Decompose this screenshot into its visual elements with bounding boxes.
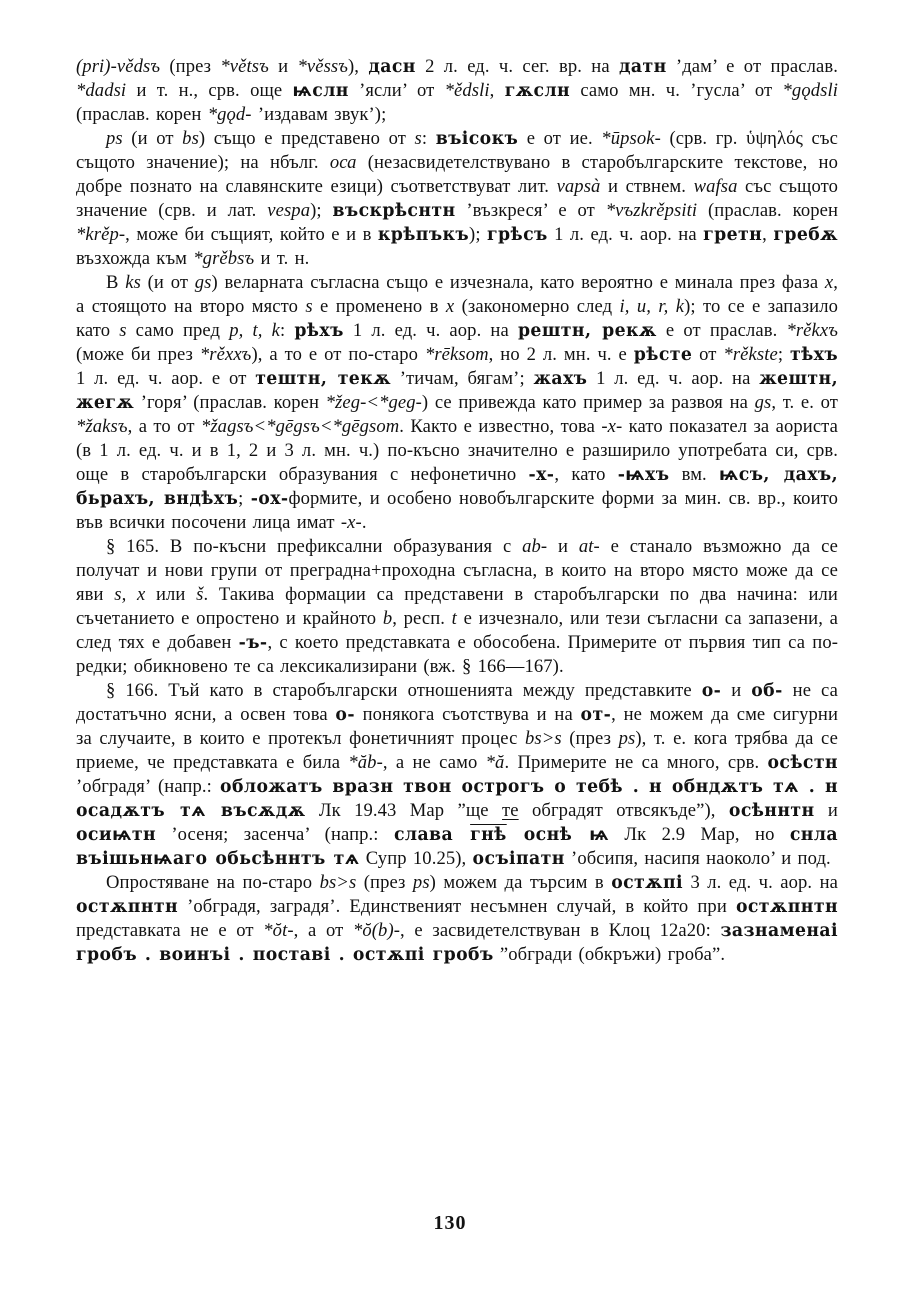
latin-italic-text: bs>s [524, 728, 562, 749]
ocs-text: об- [751, 681, 783, 701]
ocs-text: -ъ- [238, 633, 268, 653]
ocs-text: крѣпъкъ [377, 225, 470, 245]
body-text: (и от [140, 272, 195, 293]
body-text: . Примерите не са много, срв. [504, 752, 768, 773]
body-text: само мн. ч. ’гусла’ от [570, 80, 783, 101]
ocs-text: снла въішьнѩаго обьсѣннтъ тѧ [76, 825, 838, 869]
ocs-text: ѩсъ, дахъ, бьрахъ, вндѣхъ [76, 465, 838, 509]
latin-italic-text: bs [182, 128, 199, 149]
latin-italic-text: *grěbsъ [193, 248, 255, 269]
body-text: § 165. В по-късни префиксални образувания с [106, 536, 523, 557]
body-text: (през [561, 728, 619, 749]
latin-italic-text: ps [412, 872, 430, 893]
latin-italic-text: t [451, 608, 457, 629]
body-text: само пред [126, 320, 230, 341]
latin-italic-text: wafsa [693, 176, 738, 197]
ocs-text: о- [701, 681, 722, 701]
latin-italic-text: p, t, k [229, 320, 280, 341]
ocs-text: -ѩхъ [617, 465, 670, 485]
latin-italic-text: *krěp- [76, 224, 126, 245]
paragraph [76, 535, 838, 679]
body-text: ); [310, 200, 333, 221]
ocs-text: жахъ [533, 369, 588, 389]
body-text: (закономерно след [454, 296, 620, 317]
body-text: със същото значение (срв. и лат. [76, 176, 838, 221]
underlined-text: те [502, 800, 519, 821]
latin-italic-text: -x- [601, 416, 623, 437]
page-number: 130 [433, 1212, 467, 1234]
latin-italic-text: *věssъ [297, 56, 349, 77]
body-text: , а от [293, 920, 353, 941]
paragraph [76, 127, 838, 271]
latin-italic-text: *gǫdsli [782, 80, 838, 101]
latin-italic-text: *ŏ(b)- [352, 920, 401, 941]
body-text: 2 л. ед. ч. сег. вр. на [415, 56, 619, 77]
body-text: ’осеня; засенча’ (напр.: [156, 824, 394, 845]
latin-italic-text: *žeg-<*geg- [325, 392, 422, 413]
body-text: § 166. Тъй като в старобългарски отношенията между представките [106, 680, 702, 701]
body-text: ’възкреся’ е от [455, 200, 606, 221]
body-text: , с което представката е обособена. Примерите от първия тип са по-редки; обикновено те са лексикализирани (вж. § 166—167). [76, 632, 839, 677]
book-page [76, 55, 838, 967]
ocs-text: зазнаменаі гробъ . воинъі . поставі . остѫпі гробъ [76, 921, 838, 965]
body-text: , а то от [127, 416, 201, 437]
body-text: , а не само [382, 752, 486, 773]
latin-italic-text: bs>s [319, 872, 357, 893]
body-text: и [268, 56, 298, 77]
body-text: е от ие. [518, 128, 602, 149]
ocs-text: осѣннтн [728, 801, 815, 821]
latin-italic-text: i, u, r, k [619, 296, 685, 317]
latin-italic-text: b [382, 608, 393, 629]
body-text: ) се привежда като пример за развоя на [421, 392, 755, 413]
ocs-text: гребѫ [773, 225, 839, 245]
latin-italic-text: *gǫd- [207, 104, 252, 125]
body-text: ”обгради (обкръжи) гроба”. [493, 944, 726, 965]
latin-italic-text: vespa [267, 200, 311, 221]
latin-italic-text: š [196, 584, 204, 605]
body-text: (и от [122, 128, 183, 149]
latin-italic-text: *žagsъ<*gēgsъ<*gēgsom [200, 416, 400, 437]
body-text: ’горя’ (праслав. корен [134, 392, 326, 413]
body-text: В [106, 272, 126, 293]
body-text: ), [348, 56, 369, 77]
ocs-text: остѫпі [611, 873, 684, 893]
body-text: , а стоящото на второ място [76, 272, 838, 317]
latin-italic-text: *ă [485, 752, 505, 773]
body-text: като показател за аориста (в 1 л. ед. ч. и в 1, 2 и 3 л. мн. ч.) по-късно значително е разширило употребата си, срв. още в старобългарски образувания с нефонетично [76, 416, 838, 485]
ocs-text: гретн [703, 225, 763, 245]
body-text: и т. н. [254, 248, 310, 269]
latin-italic-text: ps [618, 728, 636, 749]
body-text: ) можем да търсим в [429, 872, 612, 893]
body-text: . Както е известно, това [399, 416, 602, 437]
body-text: и т. н., срв. още [126, 80, 293, 101]
ocs-text: осиѩтн [76, 825, 156, 845]
body-text: (през [160, 56, 221, 77]
ocs-text: тештн, текѫ [255, 369, 391, 389]
latin-italic-text: *dadsi [76, 80, 127, 101]
body-text: е от праслав. [656, 320, 787, 341]
body-text: (срв. гр. ὑψηλός със същото значение); на нбълг. [76, 128, 838, 173]
body-text: 1 л. ед. ч. аор. на [547, 224, 704, 245]
ocs-text: ѩслн [292, 81, 349, 101]
body-text: понякога съотствува и на [354, 704, 581, 725]
ocs-text: въскрѣснтн [332, 201, 456, 221]
body-text: или [145, 584, 197, 605]
body-text: Лк 19.43 Мар ”ще [305, 800, 503, 821]
body-text: ), т. е. кога трябва да се приеме, че представката е била [76, 728, 838, 773]
body-text: , но 2 л. мн. ч. е [488, 344, 634, 365]
body-text: , респ. [392, 608, 452, 629]
ocs-text: въісокъ [435, 129, 519, 149]
paragraph [76, 679, 838, 871]
body-text: , т. е. от [771, 392, 838, 413]
body-text: формите, и особено новобългарските форми за мин. св. вр., които във всички посочени лица имат [76, 488, 838, 533]
body-text: , като [554, 464, 618, 485]
latin-italic-text: *rěxxъ [199, 344, 252, 365]
body-text: възхожда към [76, 248, 194, 269]
paragraph [76, 271, 838, 535]
ocs-text: рѣсте [633, 345, 693, 365]
latin-italic-text: *ūpsok- [601, 128, 661, 149]
latin-italic-text: ab- [522, 536, 548, 557]
ocs-text: о- [335, 705, 355, 725]
latin-italic-text: (pri)-vědsъ [76, 56, 161, 77]
body-text: (незасвидетелствувано в старобългарските текстове, но добре познато на славянските езици) съответствуват лит. [76, 152, 838, 197]
latin-italic-text: gs [754, 392, 772, 413]
ocs-text: жештн, жегѫ [76, 369, 838, 413]
ocs-text: -х- [528, 465, 555, 485]
latin-italic-text: x [445, 296, 455, 317]
paragraph [76, 871, 838, 967]
latin-italic-text: *rěkste [723, 344, 778, 365]
ocs-text: дасн [368, 57, 416, 77]
body-text: е променено в [312, 296, 446, 317]
ocs-text: осѣстн [767, 753, 838, 773]
latin-italic-text: *žaksъ [76, 416, 128, 437]
ocs-text: обложатъ вразн твон острогъ о тебѣ . н обндѫтъ тѧ . н осадѫтъ тѧ въсѫдѫ [76, 777, 838, 821]
body-text: и [547, 536, 579, 557]
latin-italic-text: ps [106, 128, 123, 149]
body-text: , е засвидетелствуван в Клоц 12а20: [400, 920, 721, 941]
body-text: ) също е представено от [198, 128, 415, 149]
body-text: (праслав. корен [76, 104, 208, 125]
latin-italic-text: s, x [114, 584, 146, 605]
ocs-text: грѣсъ [487, 225, 548, 245]
body-text: ; [777, 344, 790, 365]
body-text: ); [469, 224, 488, 245]
body-text: . [361, 512, 367, 533]
ocs-text: датн [618, 57, 667, 77]
body-text: : [421, 128, 436, 149]
ocs-text: гѫслн [504, 81, 571, 101]
latin-italic-text: *ăb- [348, 752, 383, 773]
body-text: не са достатъчно ясни, а освен това [76, 680, 838, 725]
ocs-text: слава [393, 825, 471, 845]
body-text: : [279, 320, 295, 341]
latin-italic-text: s [414, 128, 422, 149]
body-text: ; [238, 488, 251, 509]
body-text: от [692, 344, 724, 365]
ocs-text: рештн, рекѫ [517, 321, 657, 341]
body-text: ) веларната съгласна също е изчезнала, като вероятно е минала през фаза [211, 272, 825, 293]
body-text: и ствнем. [600, 176, 694, 197]
latin-italic-text: *ědsli [444, 80, 490, 101]
body-text: Опростяване на по-старо [106, 872, 320, 893]
body-text: представката не е от [76, 920, 264, 941]
paragraph [76, 55, 838, 127]
body-text: Супр 10.25), [359, 848, 473, 869]
body-text: е изчезнало, или тези съгласни са запазени, а след тях е добавен [76, 608, 838, 653]
body-text: ’ясли’ от [348, 80, 445, 101]
text-block [76, 55, 838, 967]
latin-italic-text: vapsà [556, 176, 601, 197]
body-text: ’дам’ е от праслав. [666, 56, 838, 77]
ocs-text-titlo: гнѣ [470, 825, 507, 845]
body-text: (праслав. корен [697, 200, 839, 221]
ocs-text: оснѣ ѩ [506, 825, 610, 845]
ocs-text: рѣхъ [294, 321, 344, 341]
body-text: вм. [669, 464, 720, 485]
ocs-text: остѫпнтн [76, 897, 179, 917]
body-text: 3 л. ед. ч. аор. на [683, 872, 838, 893]
latin-italic-text: *vъzkrěpsiti [605, 200, 698, 221]
ocs-text: -ох- [250, 489, 289, 509]
ocs-text: осъіпатн [472, 849, 565, 869]
latin-italic-text: *ŏt- [263, 920, 294, 941]
body-text: обградят отвсякъде”), [518, 800, 729, 821]
body-text: и [814, 800, 838, 821]
latin-italic-text: s [119, 320, 127, 341]
body-text: 1 л. ед. ч. аор. на [343, 320, 518, 341]
body-text: ); то се е запазило като [76, 296, 838, 341]
latin-italic-text: at- [578, 536, 600, 557]
body-text: Лк 2.9 Мар, но [609, 824, 790, 845]
body-text: ’издавам звук’); [251, 104, 387, 125]
latin-italic-text: x [824, 272, 834, 293]
body-text: 1 л. ед. ч. аор. на [587, 368, 760, 389]
latin-italic-text: *rēksom [424, 344, 489, 365]
ocs-text: от- [580, 705, 612, 725]
latin-italic-text: оса [329, 152, 357, 173]
body-text: (през [356, 872, 413, 893]
ocs-text: остѫпнтн [735, 897, 838, 917]
body-text: ), а то е от по-старо [251, 344, 425, 365]
body-text: (може би през [76, 344, 200, 365]
body-text: и [721, 680, 752, 701]
body-text: , [762, 224, 774, 245]
latin-italic-text: s [305, 296, 313, 317]
body-text: е станало възможно да се получат и нови групи от преградна+проходна съгласна, в които на второ място може да се яви [76, 536, 838, 605]
latin-italic-text: *rěkxъ [786, 320, 838, 341]
latin-italic-text: -x- [340, 512, 362, 533]
body-text: , може би същият, който е и в [125, 224, 378, 245]
body-text: ’обградя’ (напр.: [76, 776, 221, 797]
latin-italic-text: ks [125, 272, 141, 293]
latin-italic-text: *větsъ [220, 56, 269, 77]
body-text: 1 л. ед. ч. аор. е от [76, 368, 256, 389]
latin-italic-text: gs [194, 272, 212, 293]
body-text: . Такива формации са представени в старобългарски по два начина: или съчетанието е опростено и крайното [76, 584, 838, 629]
body-text: ’тичам, бягам’; [390, 368, 534, 389]
ocs-text: тѣхъ [789, 345, 839, 365]
body-text: ’обсипя, насипя наоколо’ и под. [564, 848, 831, 869]
body-text: ’обградя, заградя’. Единственият несъмнен случай, в който при [178, 896, 736, 917]
body-text: , [489, 80, 505, 101]
body-text: , не можем да сме сигурни за случаите, в които е протекъл фонетичният процес [76, 704, 839, 749]
